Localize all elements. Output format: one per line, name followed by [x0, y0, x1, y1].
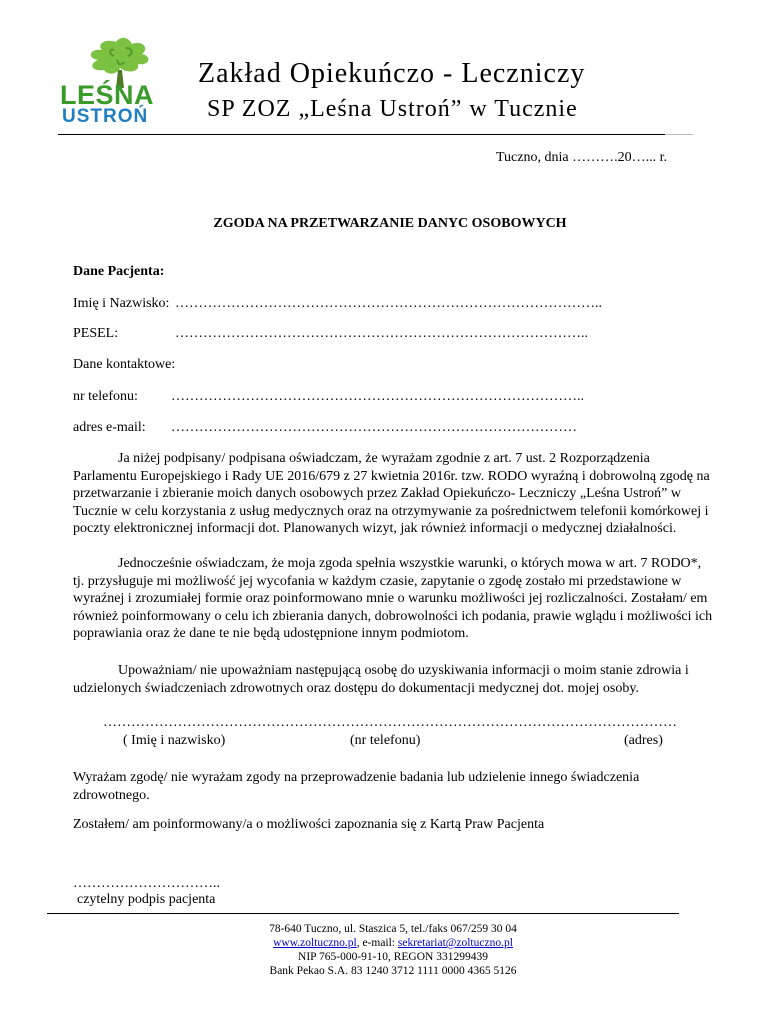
footer-bank: Bank Pekao S.A. 83 1240 3712 1111 0000 4365 5126: [269, 965, 517, 977]
website-link[interactable]: www.zoltuczno.pl: [273, 937, 357, 949]
pesel-label: PESEL:: [73, 326, 119, 341]
email-link[interactable]: sekretariat@zoltuczno.pl: [397, 937, 513, 949]
date-line: Tuczno, dnia ……….20…... r.: [496, 150, 667, 165]
name-field[interactable]: ………………………………………………………………………………..: [175, 296, 602, 311]
authorization-paragraph: [73, 662, 713, 697]
logo-brand-bottom: USTROŃ: [62, 106, 149, 124]
footer-contact: [0, 936, 768, 951]
consent-paragraph-1: [73, 450, 713, 538]
pesel-field[interactable]: ……………………………………………………………………………..: [175, 326, 588, 341]
email-prefix: , e-mail:: [356, 937, 398, 949]
patient-rights-statement: Zostałem/ am poinformowany/a o możliwości zapoznania się z Kartą Praw Pacjenta: [73, 817, 545, 832]
authorization-paragraph-text: Upoważniam/ nie upoważniam następującą osobę do uzyskiwania informacji o moim stanie zdrowia i udzielonych świadczeniach zdrowotnych oraz dostępu do dokumentacji medycznej dot. mojej osoby.: [73, 663, 689, 696]
institution-subtitle: SP ZOZ „Leśna Ustroń” w Tucznie: [207, 96, 578, 122]
header-divider: [58, 134, 665, 135]
section-label: Dane Pacjenta:: [73, 264, 165, 279]
leśna-ustroń-logo: [58, 36, 182, 124]
email-label: adres e-mail:: [73, 420, 146, 435]
authorized-person-field[interactable]: ……………………………………………………………………………………………………………: [103, 715, 677, 730]
email-field[interactable]: ……………………………………………………………………………: [171, 420, 577, 435]
name-label: Imię i Nazwisko:: [73, 296, 170, 311]
logo-brand-top: LEŚNA: [60, 80, 155, 110]
consent-paragraph-2-text: Jednocześnie oświadczam, że moja zgoda spełnia wszystkie warunki, o których mowa w art. 7 RODO*, tj. przysługuje mi możliwość jej wycofania w każdym czasie, zapytanie o zgodę zostało mi przedstawione w wyraźnej i zrozumiałej formie oraz poinformowano mnie o warunku możliwości jej rozliczalności. Zostałam/ em również poinformowany o celu ich zbierania danych, dobrowolności ich podania, prawie wglądu i możliwości ich poprawiania oraz że dane te nie będą udostępnione innym podmiotom.: [73, 556, 713, 641]
column-label-name: ( Imię i nazwisko): [123, 733, 226, 748]
footer-divider: [47, 913, 679, 914]
signature-field[interactable]: …………………………..: [73, 876, 220, 891]
institution-title: Zakład Opiekuńczo - Leczniczy: [198, 58, 586, 89]
signature-label: czytelny podpis pacjenta: [77, 892, 216, 907]
examination-consent: Wyrażam zgodę/ nie wyrażam zgody na przeprowadzenie badania lub udzielenie innego świadczenia zdrowotnego.: [73, 770, 640, 803]
column-label-phone: (nr telefonu): [350, 733, 421, 748]
phone-label: nr telefonu:: [73, 389, 138, 404]
footer-address: 78-640 Tuczno, ul. Staszica 5, tel./faks 067/259 30 04: [269, 923, 517, 935]
consent-paragraph-2: [73, 555, 713, 643]
consent-paragraph-1-text: Ja niżej podpisany/ podpisana oświadczam, że wyrażam zgodnie z art. 7 ust. 2 Rozporządzenia Parlamentu Europejskiego i Rady UE 2016/679 z 27 kwietnia 2016r. tzw. RODO wyraźną i dobrowolną zgodę na przetwarzanie i zbieranie moich danych osobowych przez Zakład Opiekuńczo- Leczniczy „Leśna Ustroń” w Tucznie w celu korzystania z usług medycznych oraz na otrzymywanie za pośrednictwem telefonii komórkowej i poczty elektronicznej informacji dot. Planowanych wizyt, jak również informacji o medycznej działalności.: [73, 451, 710, 536]
phone-field[interactable]: ……………………………………………………………………………..: [171, 389, 584, 404]
header-divider-extension: [665, 134, 693, 135]
document-heading: ZGODA NA PRZETWARZANIE DANYC OSOBOWYCH: [213, 216, 567, 231]
column-label-address: (adres): [624, 733, 663, 748]
contact-label: Dane kontaktowe:: [73, 357, 176, 372]
footer-ids: NIP 765-000-91-10, REGON 331299439: [298, 951, 488, 963]
